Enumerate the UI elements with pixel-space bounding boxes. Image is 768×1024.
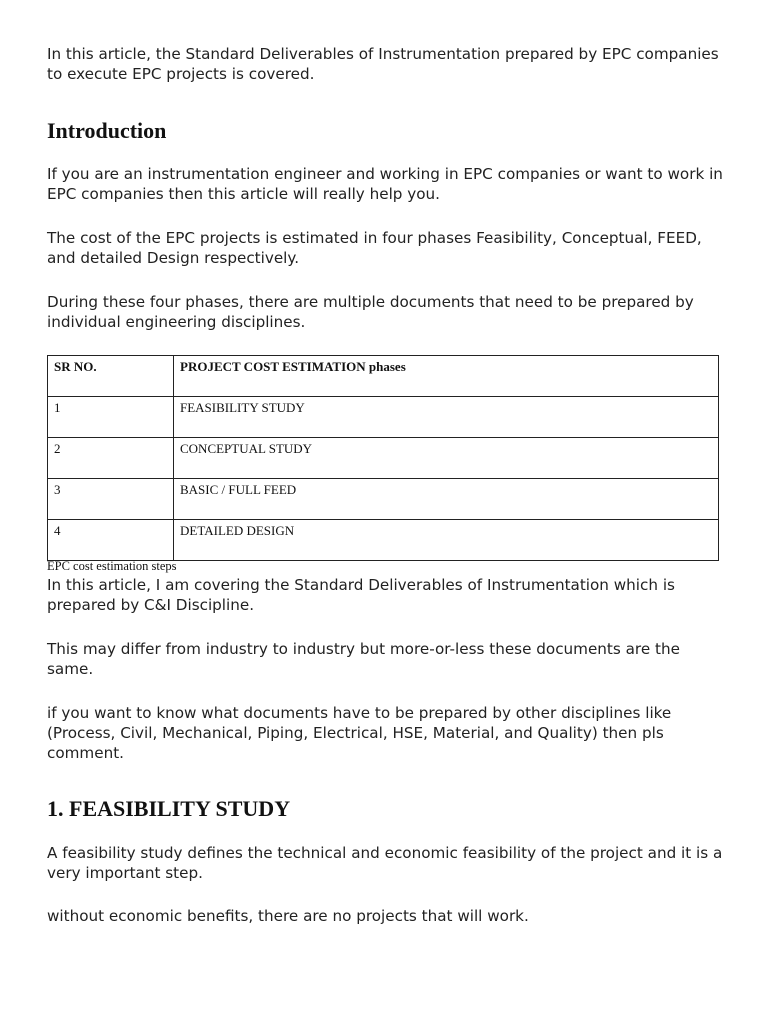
cost-estimation-table <box>47 355 719 561</box>
table-header-sr-no: SR NO. <box>48 356 174 397</box>
table-cell-phase: BASIC / FULL FEED <box>174 479 719 520</box>
feasibility-study-heading: 1. FEASIBILITY STUDY <box>47 796 291 821</box>
table-cell-sr-no: 3 <box>48 479 174 520</box>
table-row <box>48 520 719 561</box>
paragraph: If you are an instrumentation engineer and working in EPC companies or want to work in EPC companies then this article will really help you. <box>47 165 723 203</box>
table-cell-phase: DETAILED DESIGN <box>174 520 719 561</box>
table-row <box>48 438 719 479</box>
table-header-row <box>48 356 719 397</box>
paragraph: This may differ from industry to industry but more-or-less these documents are the same. <box>47 640 680 678</box>
table-cell-sr-no: 4 <box>48 520 174 561</box>
table-cell-sr-no: 1 <box>48 397 174 438</box>
paragraph: During these four phases, there are multiple documents that need to be prepared by individual engineering disciplines. <box>47 293 694 331</box>
table-cell-phase: FEASIBILITY STUDY <box>174 397 719 438</box>
paragraph: without economic benefits, there are no projects that will work. <box>47 907 529 925</box>
table-row <box>48 397 719 438</box>
introduction-heading: Introduction <box>47 118 167 143</box>
paragraph: The cost of the EPC projects is estimated in four phases Feasibility, Conceptual, FEED, and detailed Design respectively. <box>47 229 702 267</box>
paragraph: if you want to know what documents have to be prepared by other disciplines like (Process, Civil, Mechanical, Piping, Electrical, HSE, Material, and Quality) then pls comment. <box>47 704 672 762</box>
table-cell-sr-no: 2 <box>48 438 174 479</box>
table-caption: EPC cost estimation steps <box>47 559 177 573</box>
table-cell-phase: CONCEPTUAL STUDY <box>174 438 719 479</box>
table-header-phases: PROJECT COST ESTIMATION phases <box>174 356 719 397</box>
intro-paragraph: In this article, the Standard Deliverables of Instrumentation prepared by EPC companies to execute EPC projects is covered. <box>47 45 719 83</box>
table-row <box>48 479 719 520</box>
paragraph: In this article, I am covering the Standard Deliverables of Instrumentation which is prepared by C&I Discipline. <box>47 576 675 614</box>
paragraph: A feasibility study defines the technical and economic feasibility of the project and it is a very important step. <box>47 844 723 882</box>
